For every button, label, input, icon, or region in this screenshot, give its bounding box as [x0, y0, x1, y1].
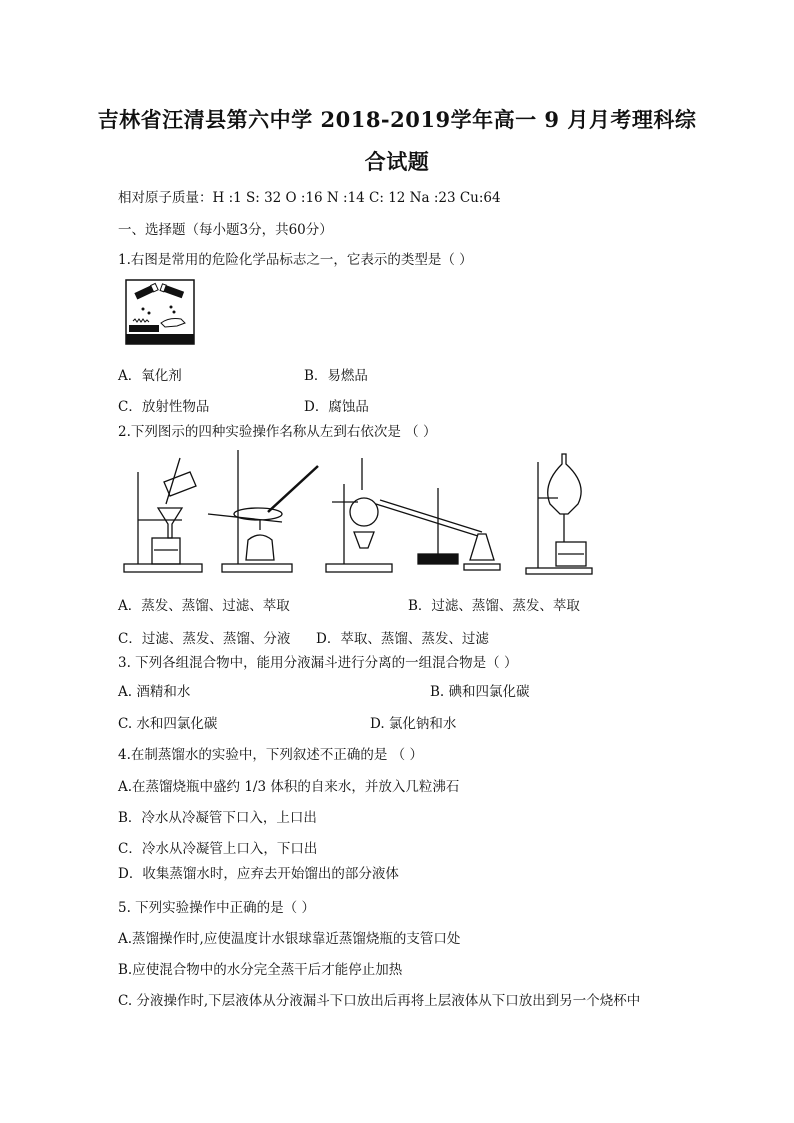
corrosive-hazard-icon — [125, 279, 195, 345]
question-2-option-d: D．萃取、蒸馏、蒸发、过滤 — [316, 631, 489, 647]
question-4-option-c: C．冷水从冷凝管上口入，下口出 — [118, 841, 318, 857]
question-3-stem: 3. 下列各组混合物中，能用分液漏斗进行分离的一组混合物是（ ） — [118, 655, 518, 671]
question-4-option-a: A.在蒸馏烧瓶中盛约 1/3 体积的自来水，并放入几粒沸石 — [118, 779, 460, 795]
section-heading: 一、选择题（每小题3分，共60分） — [118, 222, 333, 238]
question-1-option-b: B．易燃品 — [304, 368, 368, 384]
question-1-stem: 1.右图是常用的危险化学品标志之一，它表示的类型是（ ） — [118, 252, 473, 268]
question-2-option-c: C．过滤、蒸发、蒸馏、分液 — [118, 631, 291, 647]
question-5-option-a: A.蒸馏操作时,应使温度计水银球靠近蒸馏烧瓶的支管口处 — [118, 931, 461, 947]
question-3-option-a: A. 酒精和水 — [118, 684, 191, 700]
question-2-option-a: A．蒸发、蒸馏、过滤、萃取 — [118, 598, 290, 614]
question-4-stem: 4.在制蒸馏水的实验中，下列叙述不正确的是 （ ） — [118, 747, 423, 763]
exam-title-line2: 合试题 — [364, 149, 430, 174]
question-2-option-b: B．过滤、蒸馏、蒸发、萃取 — [408, 598, 580, 614]
question-1-option-d: D．腐蚀品 — [304, 399, 369, 415]
question-5-option-c: C. 分液操作时,下层液体从分液漏斗下口放出后再将上层液体从下口放出到另一个烧杯中 — [118, 993, 641, 1009]
question-4-option-d: D．收集蒸馏水时，应弃去开始馏出的部分液体 — [118, 866, 399, 882]
exam-title-line1: 吉林省汪清县第六中学 2018-2019学年高一 9 月月考理科综 — [97, 107, 697, 132]
question-1-option-a: A．氧化剂 — [118, 368, 182, 384]
question-3-option-c: C. 水和四氯化碳 — [118, 716, 218, 732]
question-3-option-d: D. 氯化钠和水 — [370, 716, 457, 732]
question-1-option-c: C．放射性物品 — [118, 399, 210, 415]
lab-apparatus-icon — [118, 444, 608, 580]
atomic-mass-line: 相对原子质量：H :1 S: 32 O :16 N :14 C: 12 Na :23 Cu:64 — [118, 190, 501, 206]
question-2-stem: 2.下列图示的四种实验操作名称从左到右依次是 （ ） — [118, 424, 437, 440]
question-4-option-b: B．冷水从冷凝管下口入，上口出 — [118, 810, 317, 826]
question-5-option-b: B.应使混合物中的水分完全蒸干后才能停止加热 — [118, 962, 403, 978]
question-3-option-b: B. 碘和四氯化碳 — [430, 684, 530, 700]
question-5-stem: 5. 下列实验操作中正确的是（ ） — [118, 900, 315, 916]
